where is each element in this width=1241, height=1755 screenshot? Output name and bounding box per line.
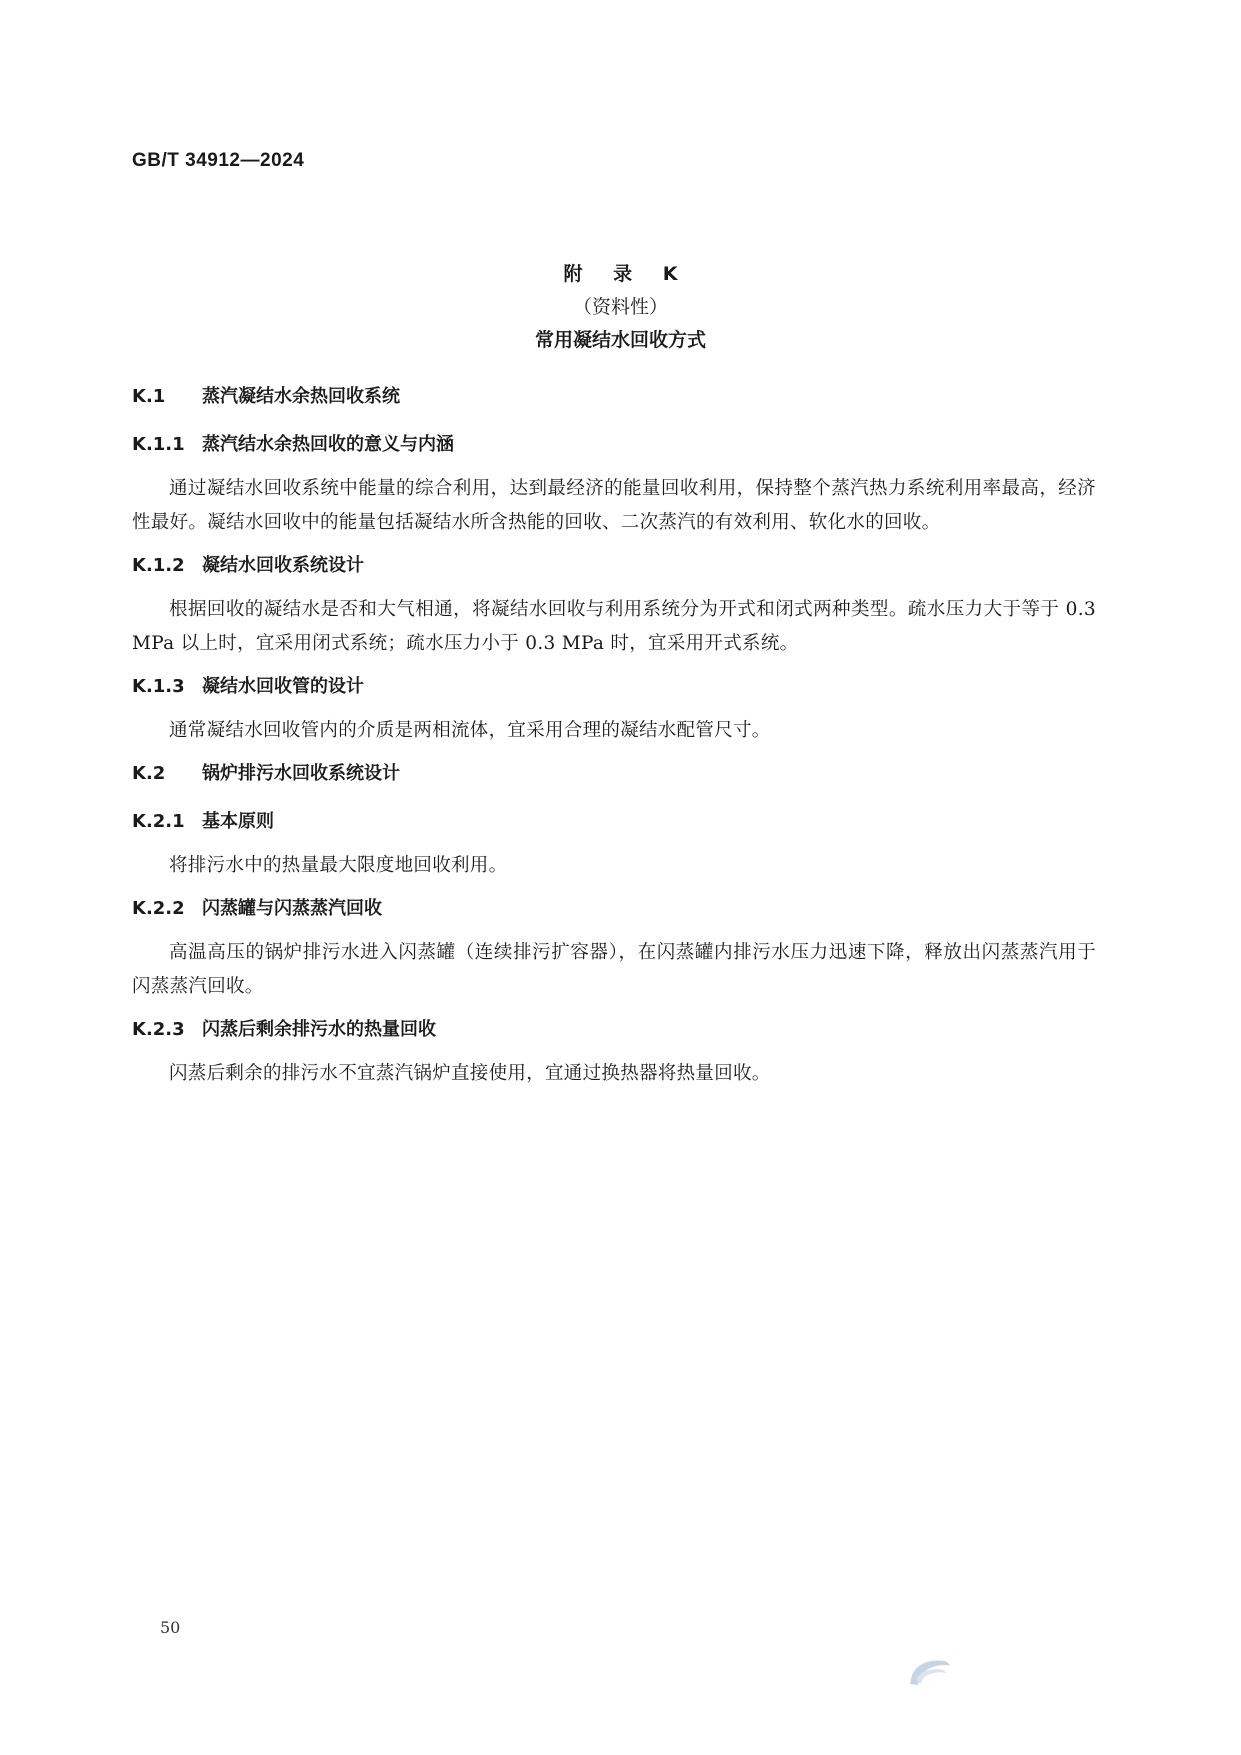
section-number: K.1.2 [132,555,185,576]
appendix-label: 附 录 K [563,263,690,285]
section-heading-k2 [132,762,1096,786]
section-title: 凝结水回收系统设计 [202,555,364,576]
document-body [132,385,1096,1091]
paragraph-k21: 将排污水中的热量最大限度地回收利用。 [169,855,508,876]
section-title: 闪蒸后剩余排污水的热量回收 [202,1019,436,1040]
section-title: 锅炉排污水回收系统设计 [202,763,400,784]
section-heading-k23 [132,1018,1096,1042]
appendix-nature: （资料性） [572,296,668,318]
section-title: 蒸汽凝结水余热回收系统 [202,386,400,407]
appendix-title: 常用凝结水回收方式 [534,329,706,351]
section-heading-k1 [132,385,1096,409]
section-heading-k11 [132,433,1096,457]
section-number: K.2.1 [132,811,185,832]
section-title: 凝结水回收管的设计 [202,676,364,697]
section-title: 蒸汽结水余热回收的意义与内涵 [202,434,454,455]
section-heading-k22 [132,897,1096,921]
section-number: K.2.3 [132,1019,185,1040]
section-title: 基本原则 [202,811,274,832]
section-number: K.1.3 [132,676,185,697]
section-number: K.1.1 [132,434,185,455]
section-heading-k12 [132,554,1096,578]
section-number: K.2 [132,763,166,784]
section-title: 闪蒸罐与闪蒸蒸汽回收 [202,898,382,919]
paragraph-k13: 通常凝结水回收管内的介质是两相流体，宜采用合理的凝结水配管尺寸。 [169,720,771,741]
paragraph-k22: 高温高压的锅炉排污水进入闪蒸罐（连续排污扩容器），在闪蒸罐内排污水压力迅速下降，释放出闪蒸蒸汽用于闪蒸蒸汽回收。 [132,942,1096,997]
section-heading-k13 [132,675,1096,699]
paragraph-k11: 通过凝结水回收系统中能量的综合利用，达到最经济的能量回收利用，保持整个蒸汽热力系统利用率最高，经济性最好。凝结水回收中的能量包括凝结水所含热能的回收、二次蒸汽的有效利用、软化水的回收。 [132,478,1096,533]
standard-code: GB/T 34912—2024 [132,150,305,171]
paragraph-k12: 根据回收的凝结水是否和大气相通，将凝结水回收与利用系统分为开式和闭式两种类型。疏水压力大于等于 0.3 MPa 以上时，宜采用闭式系统；疏水压力小于 0.3 MPa 时，宜采用开式系统。 [132,599,1096,654]
section-number: K.2.2 [132,898,185,919]
section-heading-k21 [132,810,1096,834]
section-number: K.1 [132,386,166,407]
page-number: 50 [160,1618,181,1637]
sac-logo-icon [906,1658,952,1688]
paragraph-k23: 闪蒸后剩余的排污水不宜蒸汽锅炉直接使用，宜通过换热器将热量回收。 [169,1063,771,1084]
appendix-heading [0,258,1241,357]
